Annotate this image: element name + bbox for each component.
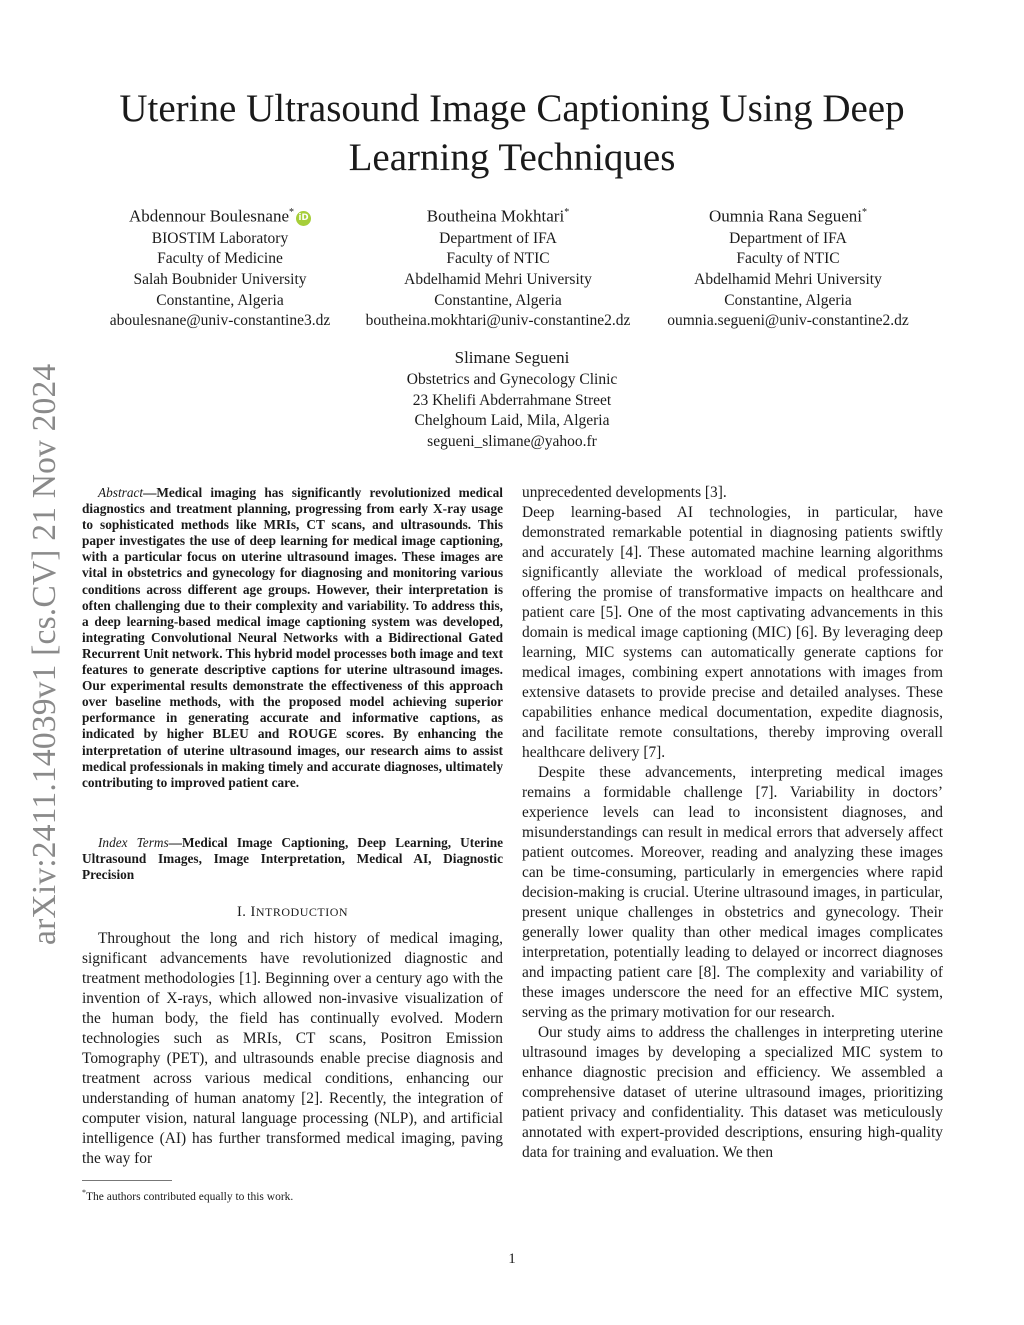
author-block-4 <box>362 347 662 453</box>
index-terms-label: Index Terms <box>98 835 169 850</box>
author-name: Abdennour Boulesnane* iD <box>80 202 360 228</box>
paragraph: unprecedented developments [3]. <box>522 484 727 501</box>
index-terms-text: Medical Image Captioning, Deep Learning, Uterine Ultrasound Images, Image Interpretation, Medical AI, Diagnostic Precision <box>82 835 503 883</box>
author-location: Chelghoum Laid, Mila, Algeria <box>414 412 610 430</box>
author-location: Constantine, Algeria <box>724 291 852 309</box>
paragraph: Throughout the long and rich history of medical imaging, significant advancements have revolutionized diagnostic and treatment methodologies [1]. Beginning over a century ago with the invention of X-rays, which allowed non-invasive visualization of the human body, the field has continually evolved. Modern technologies such as MRIs, CT scans, Positron Emission Tomography (PET), and ultrasounds enable precise diagnosis and treatment across various medical conditions, enhancing our understanding of human anatomy [2]. Recently, the integration of computer vision, natural language processing (NLP), and artificial intelligence (AI) has further transformed medical imaging, paving the way for <box>82 930 503 1167</box>
author-email: aboulesnane@univ-constantine3.dz <box>109 312 331 330</box>
footnote: *The authors contributed equally to this work. <box>82 1188 294 1203</box>
author-name: Boutheina Mokhtari* <box>426 206 570 226</box>
abstract-label: Abstract <box>98 485 144 500</box>
author-affiliation: Abdelhamid Mehri University <box>404 271 592 289</box>
author-email: segueni_slimane@yahoo.fr <box>427 433 597 451</box>
author-location: Constantine, Algeria <box>156 291 284 309</box>
paragraph: Deep learning-based AI technologies, in particular, have demonstrated remarkable potential in diagnosing patients swiftly and accurately [4]. These automated machine learning algorithms significantly alleviate the workload of medical professionals, offering the promise of transformative impacts on healthcare and patient care [5]. One of the most captivating advancements in this domain is medical image captioning (MIC) [6]. By leveraging deep learning, MIC systems can automatically generate captions for medical images, combining expert annotations with images from extensive datasets to provide precise and detailed analyses. These capabilities enhance medical documentation, expedite diagnosis, and facilitate remote consultations, thereby improving overall healthcare delivery [7]. <box>522 504 943 761</box>
author-affiliation: Faculty of NTIC <box>446 250 550 268</box>
section-heading-introduction: I. INTRODUCTION <box>236 904 349 920</box>
author-affiliation: Department of IFA <box>729 229 847 247</box>
author-name: Oumnia Rana Segueni* <box>709 206 867 226</box>
index-terms: Index Terms—Medical Image Captioning, Deep Learning, Uterine Ultrasound Images, Image Interpretation, Medical AI, Diagnostic Precision <box>82 835 503 883</box>
author-affiliation: Faculty of Medicine <box>157 250 283 268</box>
author-affiliation: Abdelhamid Mehri University <box>694 271 882 289</box>
author-affiliation: BIOSTIM Laboratory <box>151 229 289 247</box>
author-affiliation: Department of IFA <box>439 229 557 247</box>
arxiv-identifier-stamp: arXiv:2411.14039v1 [cs.CV] 21 Nov 2024 <box>26 363 63 945</box>
introduction-right-column <box>522 483 943 1163</box>
paper-title: Uterine Ultrasound Image Captioning Using Deep Learning Techniques <box>119 87 905 179</box>
paragraph: Our study aims to address the challenges in interpreting uterine ultrasound images by developing a specialized MIC system to enhance diagnostic precision and efficiency. We assembled a comprehensive dataset of uterine ultrasound images, prioritizing patient privacy and confidentiality. This dataset was meticulously annotated with expert-provided descriptions, ensuring high-quality data for training and evaluation. We then <box>522 1024 943 1161</box>
author-name: Slimane Segueni <box>454 348 570 367</box>
paragraph: Despite these advancements, interpreting medical images remains a formidable challenge [7]. Variability in doctors’ experience levels can lead to inconsistent diagnoses, and misunderstandings can result in medical errors that adversely affect patient outcomes. Moreover, reading and analyzing these images can be time-consuming, particularly in emergencies where rapid decision-making is crucial. Uterine ultrasound images, in particular, present unique challenges in obstetrics and gynecology. Their generally lower quality than other medical images complicates interpretation, potentially leading to delayed or incorrect diagnoses and impacting patient care [8]. The complexity and variability of these images underscore the need for an effective MIC system, serving as the primary motivation for our research. <box>522 764 943 1021</box>
author-block-2 <box>348 202 648 332</box>
page-number: 1 <box>508 1251 516 1267</box>
abstract-text: Medical imaging has significantly revolutionized medical diagnostics and treatment planning, progressing from early X-ray usage to sophisticated methods like MRIs, CT scans, and ultrasounds. This paper investigates the use of deep learning for medical image captioning, with a particular focus on uterine ultrasound images. These images are vital in obstetrics and gynecology for diagnosing and monitoring various conditions across different age groups. However, their interpretation is often challenging due to their complexity and variability. To address this, a deep learning-based medical image captioning system was developed, integrating Convolutional Neural Networks with a Bidirectional Gated Recurrent Unit network. This hybrid model processes both image and text features to generate descriptive captions for uterine ultrasound images. Our experimental results demonstrate the effectiveness of this approach over baseline methods, with the proposed model achieving superior performance in generating accurate and informative captions, as indicated by higher BLEU and ROUGE scores. By enhancing the interpretation of uterine ultrasound images, our research aims to assist medical professionals in making timely and accurate diagnoses, ultimately contributing to improved patient care. <box>82 485 503 790</box>
author-location: Constantine, Algeria <box>434 291 562 309</box>
introduction-left-column <box>82 929 503 1169</box>
author-affiliation: Salah Boubnider University <box>133 271 307 289</box>
footnote-divider <box>82 1180 172 1181</box>
author-email: oumnia.segueni@univ-constantine2.dz <box>667 312 909 330</box>
author-email: boutheina.mokhtari@univ-constantine2.dz <box>365 312 631 330</box>
orcid-icon[interactable]: iD <box>296 211 311 226</box>
abstract: Abstract—Medical imaging has significantly revolutionized medical diagnostics and treatment planning, progressing from early X-ray usage to sophisticated methods like MRIs, CT scans, and ultrasounds. This paper investigates the use of deep learning for medical image captioning, with a particular focus on uterine ultrasound images. These images are vital in obstetrics and gynecology for diagnosing and monitoring various conditions across different age groups. However, their interpretation is often challenging due to their complexity and variability. To address this, a deep learning-based medical image captioning system was developed, integrating Convolutional Neural Networks with a Bidirectional Gated Recurrent Unit network. This hybrid model processes both image and text features to generate descriptive captions for uterine ultrasound images. Our experimental results demonstrate the effectiveness of this approach over baseline methods, with the proposed model achieving superior performance in generating accurate and informative captions, as indicated by higher BLEU and ROUGE scores. By enhancing the interpretation of uterine ultrasound images, our research aims to assist medical professionals in making timely and accurate diagnoses, ultimately contributing to improved patient care. <box>82 485 503 790</box>
author-block-3 <box>640 202 936 332</box>
author-address: 23 Khelifi Abderrahmane Street <box>412 391 612 409</box>
author-block-1 <box>80 202 360 332</box>
author-affiliation: Faculty of NTIC <box>736 250 840 268</box>
author-affiliation: Obstetrics and Gynecology Clinic <box>406 371 618 388</box>
